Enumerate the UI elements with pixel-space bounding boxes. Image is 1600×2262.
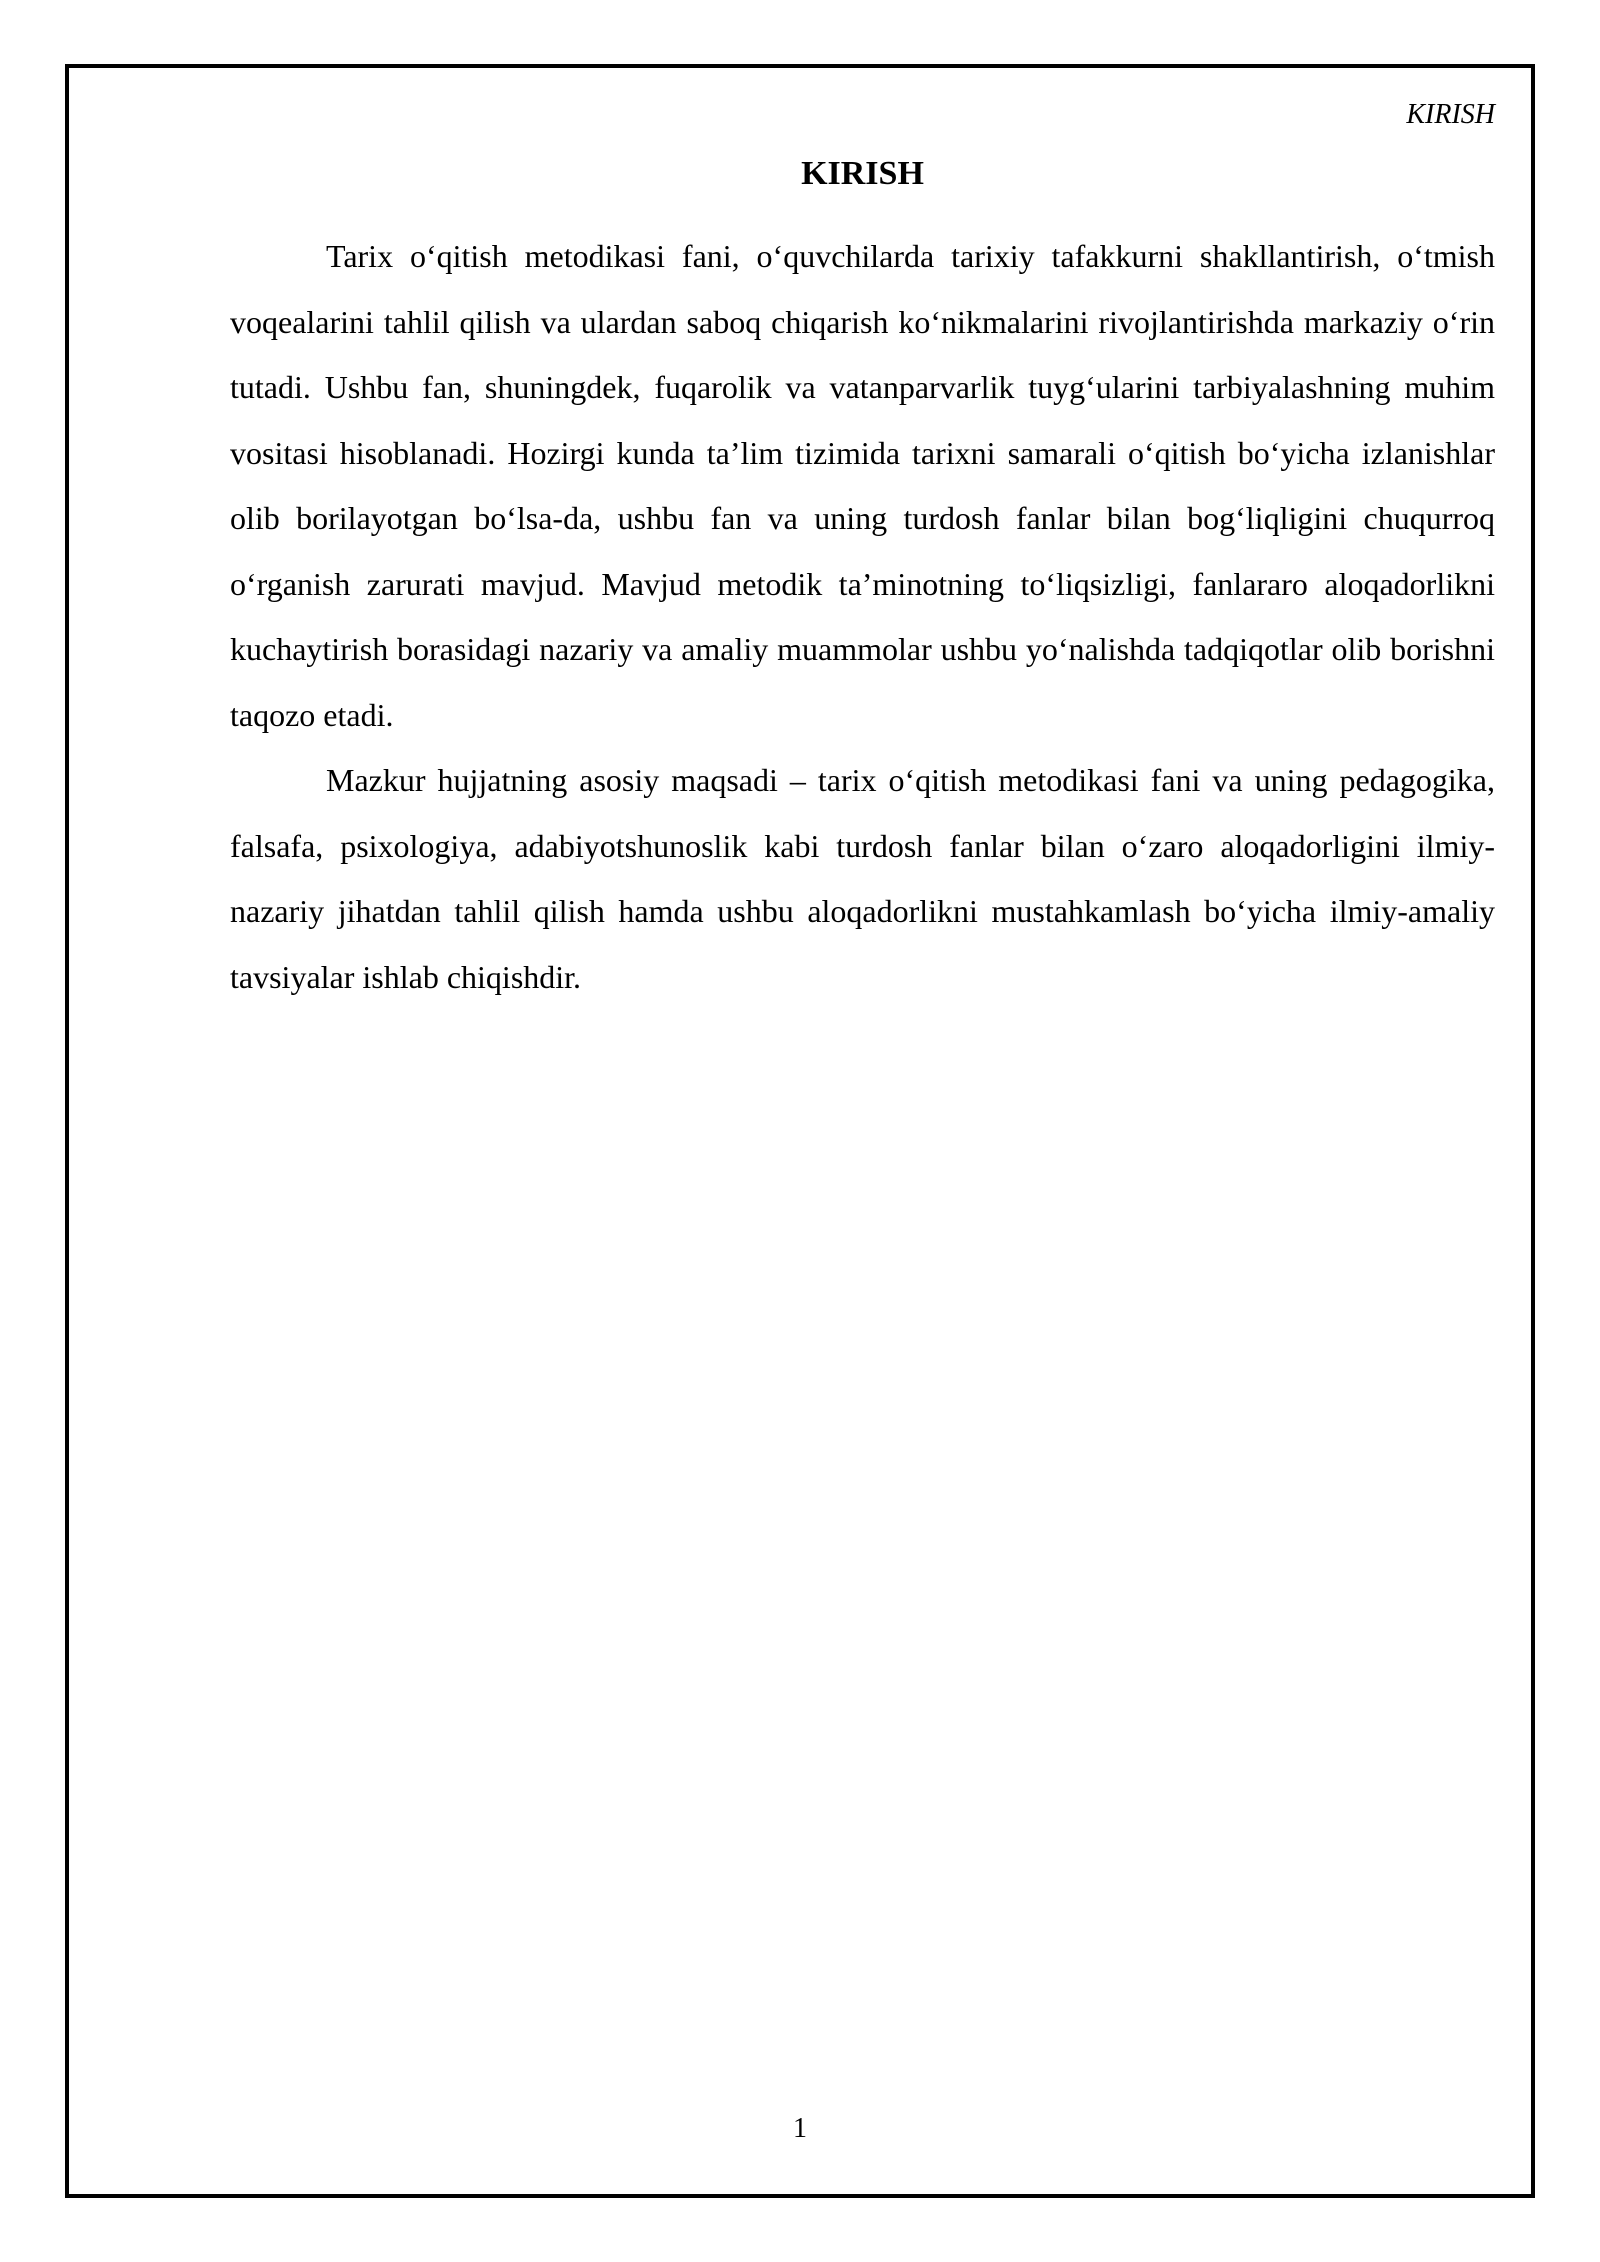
running-header: KIRISH: [1406, 99, 1495, 130]
paragraph-purpose: Mazkur hujjatning asosiy maqsadi – tarix o‘qitish metodikasi fani va uning pedagogika, falsafa, psixologiya, adabiyotshunoslik kabi turdosh fanlar bilan o‘zaro aloqadorligini ilmiy-nazariy jihatdan tahlil qilish hamda ushbu aloqadorlikni mustahkamlash bo‘yicha ilmiy-amaliy tavsiyalar ishlab chiqishdir.: [230, 762, 1495, 995]
paragraph-introduction: Tarix o‘qitish metodikasi fani, o‘quvchilarda tarixiy tafakkurni shakllantirish, o‘tmish voqealarini tahlil qilish va ulardan saboq chiqarish ko‘nikmalarini rivojlantirishda markaziy o‘rin tutadi. Ushbu fan, shuningdek, fuqarolik va vatanparvarlik tuyg‘ularini tarbiyalashning muhim vositasi hisoblanadi. Hozirgi kunda ta’lim tizimida tarixni samarali o‘qitish bo‘yicha izlanishlar olib borilayotgan bo‘lsa-da, ushbu fan va uning turdosh fanlar bilan bog‘liqligini chuqurroq o‘rganish zarurati mavjud. Mavjud metodik ta’minotning to‘liqsizligi, fanlararo aloqadorlikni kuchaytirish borasidagi nazariy va amaliy muammolar ushbu yo‘nalishda tadqiqotlar olib borishni taqozo etadi.: [230, 238, 1495, 733]
document-body: [230, 152, 1495, 1010]
page-number: 1: [793, 2113, 807, 2144]
page-title: KIRISH: [801, 155, 924, 192]
